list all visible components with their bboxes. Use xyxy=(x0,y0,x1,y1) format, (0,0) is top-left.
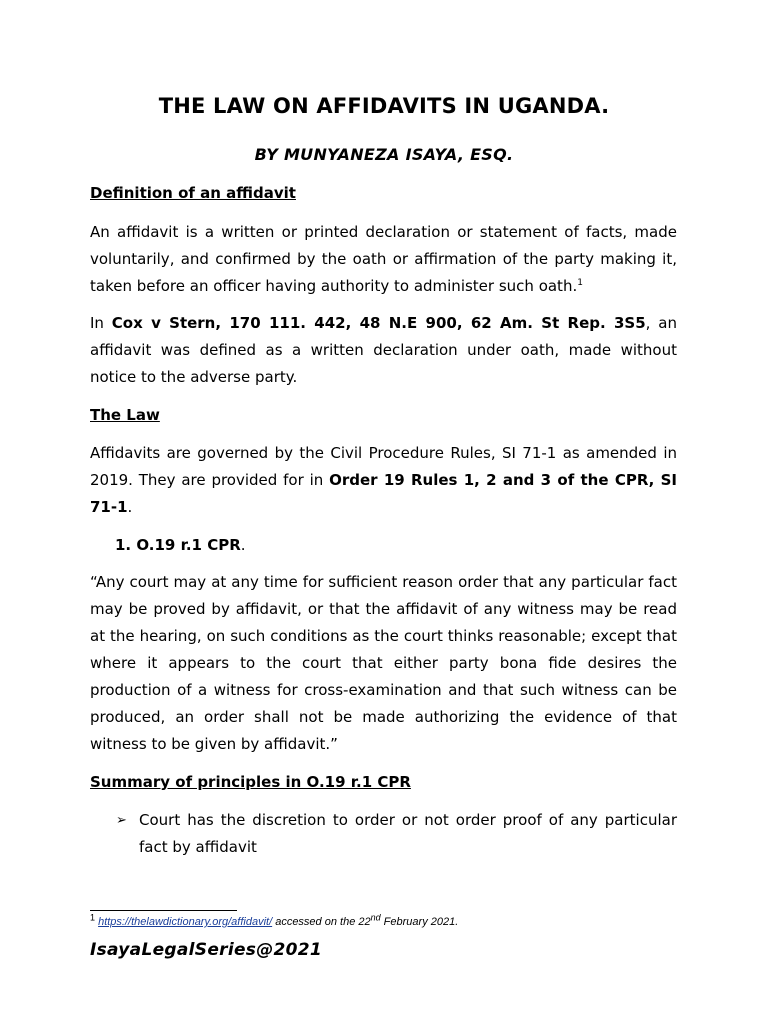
footnote-text-pre: accessed on the 22 xyxy=(272,916,371,928)
heading-summary: Summary of principles in O.19 r.1 CPR xyxy=(90,773,411,791)
series-footer: IsayaLegalSeries@2021 xyxy=(90,940,323,960)
heading-the-law: The Law xyxy=(90,406,160,424)
footnote xyxy=(90,914,458,930)
footnote-number: 1 xyxy=(90,912,96,923)
quote-rule: “Any court may at any time for sufficient reason order that any particular fact may be proved by affidavit, or that the affidavit of any witness may be read at the hearing, on such conditions as the court thinks reasonable; except that where it appears to the court that either party bona fide desires the production of a witness for cross-examination and that such witness can be produced, an order shall not be made authorizing the evidence of that witness to be given by affidavit.” xyxy=(90,573,677,753)
item-number: 1. xyxy=(115,536,132,554)
item-suffix: . xyxy=(240,536,246,554)
footnote-link[interactable]: https://thelawdictionary.org/affidavit/ xyxy=(98,916,273,928)
paragraph-case-pre: In xyxy=(90,314,112,332)
paragraph-case-post: , an affidavit was defined as a written declaration under oath, made without notice to the adverse party. xyxy=(90,314,677,386)
footnote-text-post: February 2021. xyxy=(380,916,459,928)
case-citation: Cox v Stern, 170 111. 442, 48 N.E 900, 62 Am. St Rep. 3S5 xyxy=(111,314,646,332)
numbered-item-1 xyxy=(115,532,246,559)
paragraph-the-law xyxy=(90,440,677,521)
paragraph-case xyxy=(90,310,677,391)
arrow-bullet-icon: ➢ xyxy=(116,813,127,828)
order-citation: Order 19 Rules 1, 2 and 3 of the CPR, SI 71-1 xyxy=(90,471,678,516)
heading-definition: Definition of an affidavit xyxy=(90,184,296,202)
footnote-text-sup: nd xyxy=(370,912,381,923)
paragraph-definition xyxy=(90,219,677,300)
paragraph-definition-text: An affidavit is a written or printed declaration or statement of facts, made voluntarily, and confirmed by the oath or affirmation of the party making it, taken before an officer having authority to administer such oath. xyxy=(90,223,677,295)
paragraph-law-post: . xyxy=(127,498,133,516)
footnote-ref: 1 xyxy=(577,278,583,288)
footnote-separator xyxy=(90,910,237,911)
paragraph-law-pre: Affidavits are governed by the Civil Procedure Rules, SI 71-1 as amended in 2019. They are provided for in xyxy=(90,444,677,489)
item-label: O.19 r.1 CPR xyxy=(136,536,241,554)
bullet-item-1: Court has the discretion to order or not order proof of any particular fact by affidavit xyxy=(139,811,677,856)
document-title: THE LAW ON AFFIDAVITS IN UGANDA. xyxy=(158,94,610,118)
author-byline: BY MUNYANEZA ISAYA, ESQ. xyxy=(254,145,514,164)
